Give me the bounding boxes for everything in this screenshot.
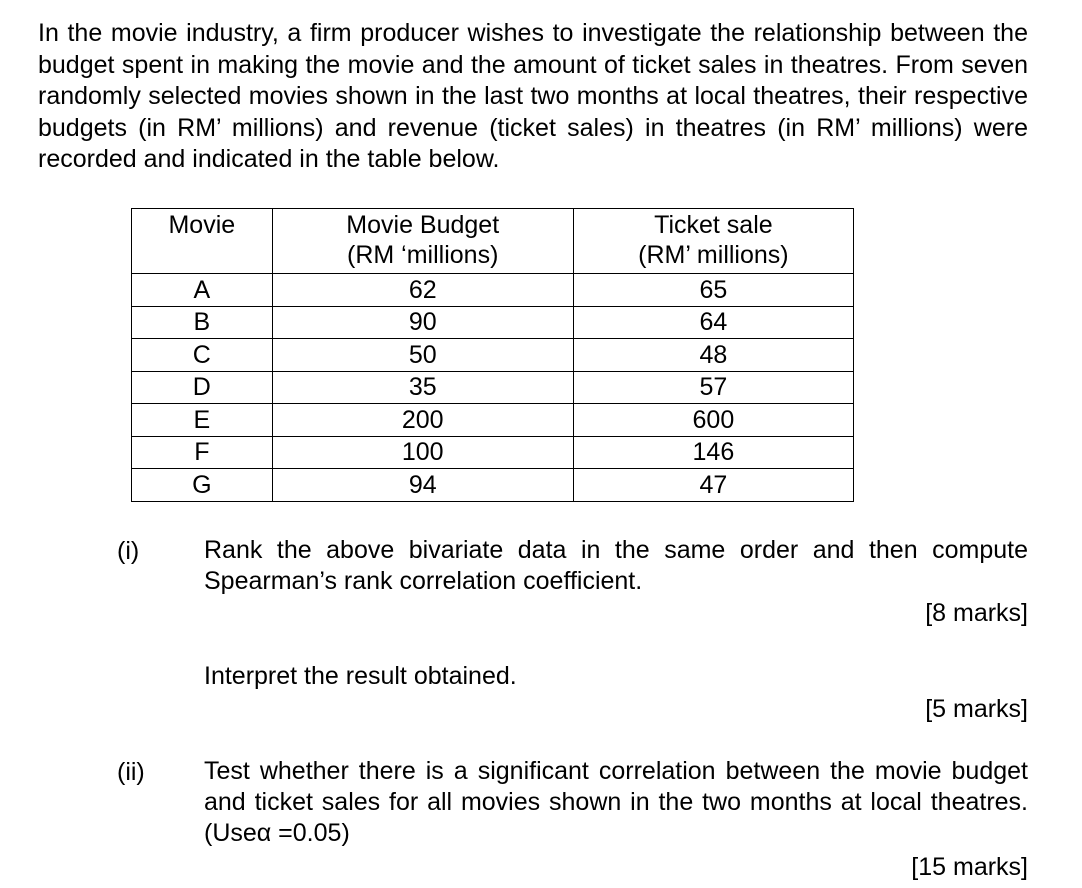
cell-movie: F <box>132 436 273 469</box>
cell-ticket-sale: 146 <box>573 436 853 469</box>
table-row <box>132 306 854 339</box>
intro-paragraph: In the movie industry, a firm producer wishes to investigate the relationship between the budget spent in making the movie and the amount of ticket sales in theatres. From seven randomly selected movies shown in the last two months at local theatres, their respective budgets (in RM’ millions) and revenue (ticket sales) in theatres (in RM’ millions) were recorded and indicated in the table below. <box>38 19 1028 173</box>
question-1-number: (i) <box>117 537 140 565</box>
cell-ticket-sale: 65 <box>573 274 853 307</box>
header-movie-label: Movie <box>168 211 236 239</box>
cell-movie: A <box>132 274 273 307</box>
cell-movie: C <box>132 339 273 372</box>
cell-ticket-sale: 47 <box>573 469 853 502</box>
cell-movie: E <box>132 404 273 437</box>
cell-movie: D <box>132 371 273 404</box>
header-ticket-sale <box>573 209 853 274</box>
table-row <box>132 274 854 307</box>
cell-budget: 94 <box>272 469 573 502</box>
question-1-sub-marks: [5 marks] <box>925 695 1028 723</box>
cell-budget: 90 <box>272 306 573 339</box>
cell-ticket-sale: 600 <box>573 404 853 437</box>
header-budget-line1: Movie Budget <box>346 211 500 239</box>
header-budget-line2: (RM ‘millions) <box>347 241 499 269</box>
question-1-text: Rank the above bivariate data in the same order and then compute Spearman’s rank correlation coefficient. <box>204 536 1028 595</box>
cell-budget: 62 <box>272 274 573 307</box>
table-header-row <box>132 209 854 274</box>
movie-data-table <box>131 208 854 502</box>
cell-budget: 35 <box>272 371 573 404</box>
table-row <box>132 469 854 502</box>
cell-ticket-sale: 48 <box>573 339 853 372</box>
question-2-marks: [15 marks] <box>911 853 1028 881</box>
cell-budget: 100 <box>272 436 573 469</box>
question-1-marks: [8 marks] <box>925 599 1028 627</box>
cell-movie: G <box>132 469 273 502</box>
cell-movie: B <box>132 306 273 339</box>
table-row <box>132 404 854 437</box>
cell-ticket-sale: 57 <box>573 371 853 404</box>
question-1-sub-text: Interpret the result obtained. <box>204 662 517 690</box>
cell-budget: 50 <box>272 339 573 372</box>
table-row <box>132 371 854 404</box>
table-row <box>132 339 854 372</box>
header-sale-line1: Ticket sale <box>654 211 773 239</box>
question-2-text: Test whether there is a significant correlation between the movie budget and ticket sales for all movies shown in the two months at local theatres. (Useα =0.05) <box>204 757 1028 847</box>
cell-ticket-sale: 64 <box>573 306 853 339</box>
header-sale-line2: (RM’ millions) <box>638 241 789 269</box>
question-2-number: (ii) <box>117 758 145 786</box>
header-movie <box>132 209 273 274</box>
header-budget <box>272 209 573 274</box>
table-row <box>132 436 854 469</box>
cell-budget: 200 <box>272 404 573 437</box>
